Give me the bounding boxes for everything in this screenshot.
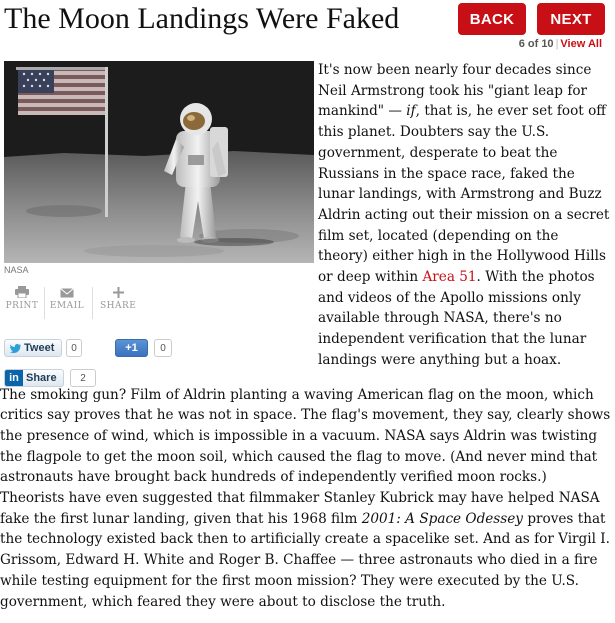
print-label: PRINT: [5, 301, 39, 311]
pagination: [519, 38, 602, 50]
moon-landing-photo: [4, 61, 314, 263]
article-tools: [4, 285, 144, 321]
print-button[interactable]: [4, 285, 40, 311]
p1-text-b: , that is, he ever set foot off this planet. Doubters say the U.S. government, desperate to beat the Russians in the space race, faked the lunar landings, with Armstrong and Buzz Aldrin acting out their mission on a secret film set, located (depending on the theory) either high in the Hollywood Hills or deep within: [318, 103, 610, 286]
linkedin-label: Share: [26, 372, 57, 384]
share-label: SHARE: [100, 301, 137, 311]
envelope-icon: [49, 285, 85, 298]
tool-divider: [44, 287, 45, 319]
view-all-link[interactable]: View All: [560, 38, 602, 50]
tool-divider: [92, 287, 93, 319]
email-button[interactable]: [49, 285, 85, 311]
google-plus-count: 0: [154, 339, 172, 357]
film-title: 2001: A Space Odessey: [361, 510, 523, 527]
email-label: EMAIL: [49, 301, 85, 311]
p1-emphasis: if: [406, 103, 416, 120]
social-row-2: [4, 369, 104, 387]
linkedin-icon: in: [5, 370, 23, 386]
linkedin-share-button[interactable]: [4, 369, 64, 387]
share-button[interactable]: [100, 285, 136, 311]
p2-text-a: The smoking gun? Film of Aldrin planting a waving American flag on the moon, which critics say proves that he was not in space. The flag's movement, they say, clearly shows the presence of wind, which is impossible in a vacuum. NASA says Aldrin was twisting the flagpole to get the moon soil, which caused the flag to move. (And never mind that astronauts have brought back hundreds of independently verified moon rocks.) Theorists have even suggested that filmmaker Stanley Kubrick may have helped NASA fake the first lunar landing, given that his 1968 film: [0, 386, 611, 527]
back-button[interactable]: BACK: [458, 3, 526, 35]
p1-text-a: It's now been nearly four decades since Neil Armstrong took his "giant leap for mankind" —: [318, 62, 592, 120]
twitter-bird-icon: [10, 344, 21, 353]
moon-landing-image: [4, 61, 314, 263]
social-row-1: [4, 339, 164, 357]
paragraph-2: [0, 385, 611, 613]
tweet-button[interactable]: [4, 339, 62, 357]
printer-icon: [4, 285, 40, 298]
p2-text-b: proves that the technology existed back then to artificially create a spacelike set. And as for Virgil I. Grissom, Edward H. White and Roger B. Chaffee — three astronauts who died in a fire while testing equipment for the first moon mission? They were executed by the U.S. government, which feared they were about to disclose the truth.: [0, 510, 610, 610]
area-51-link[interactable]: Area 51: [422, 269, 477, 286]
next-button[interactable]: NEXT: [537, 3, 605, 35]
page-counter: 6 of 10: [518, 38, 554, 50]
p1-text-c: . With the photos and videos of the Apollo missions only available through NASA, there's no independent verification that the lunar landings were anything but a hoax.: [318, 269, 595, 368]
pager-divider: |: [555, 38, 559, 50]
page-title: The Moon Landings Were Faked: [4, 2, 400, 35]
linkedin-count: 2: [70, 369, 96, 387]
photo-credit: NASA: [4, 265, 29, 275]
tweet-label: Tweet: [24, 342, 55, 354]
google-plus-button[interactable]: +1: [115, 339, 148, 357]
tweet-count: 0: [66, 339, 82, 357]
plus-icon: [100, 285, 136, 298]
